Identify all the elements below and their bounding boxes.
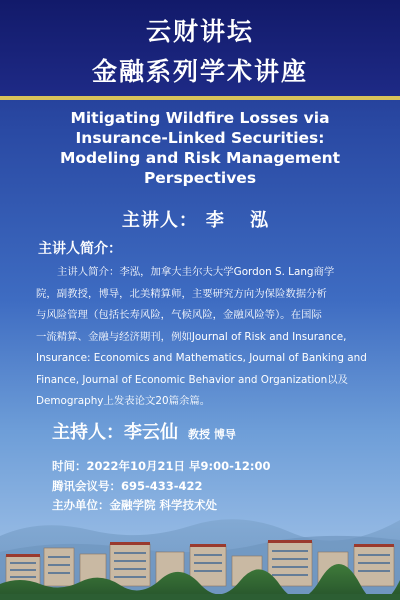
bio-line: 一流精算、金融与经济期刊，例如Journal of Risk and Insurance, [36,330,347,343]
talk-title-line: Modeling and Risk Management [59,149,341,167]
host-label: 主持人： [52,422,124,443]
bio-line: Demography上发表论文20篇余篇。 [36,395,211,407]
host-name: 李云仙 [124,422,178,443]
bio-line: 院，副教授，博导，北美精算师，主要研究方向为保险数据分析 [36,287,327,300]
talk-title [14,108,386,188]
speaker-line [0,206,400,232]
meeting-number: 腾讯会议号：695-433-422 [52,479,203,493]
speaker-intro-heading: 主讲人简介： [38,241,122,257]
speaker-bio [36,262,392,413]
organizer: 主办单位：金融学院 科学技术处 [52,498,218,512]
talk-title-line: Mitigating Wildfire Losses via [70,109,330,127]
header-divider [0,96,400,100]
talk-title-line: Insurance-Linked Securities: [75,129,325,147]
poster-header [0,0,400,96]
bio-line: 与风险管理（包括长寿风险，气候风险，金融风险等）。在国际 [36,309,322,321]
host-line [52,418,236,444]
bio-line: 主讲人简介：李泓，加拿大圭尔夫大学Gordon S. Lang商学 [57,266,335,278]
talk-title-line: Perspectives [143,169,257,187]
speaker-name: 李 泓 [205,210,279,231]
host-title: 教授 博导 [188,428,236,441]
series-title: 云财讲坛 [145,17,254,46]
campus-illustration [0,506,400,600]
series-subtitle: 金融系列学术讲座 [91,57,308,86]
bio-line: Finance, Journal of Economic Behavior and Organization以及 [36,373,349,386]
speaker-label: 主讲人： [121,210,198,231]
event-time: 时间：2022年10月21日 早9:00-12:00 [52,459,271,473]
bio-line: Insurance: Economics and Mathematics, Journal of Banking and [36,352,367,364]
